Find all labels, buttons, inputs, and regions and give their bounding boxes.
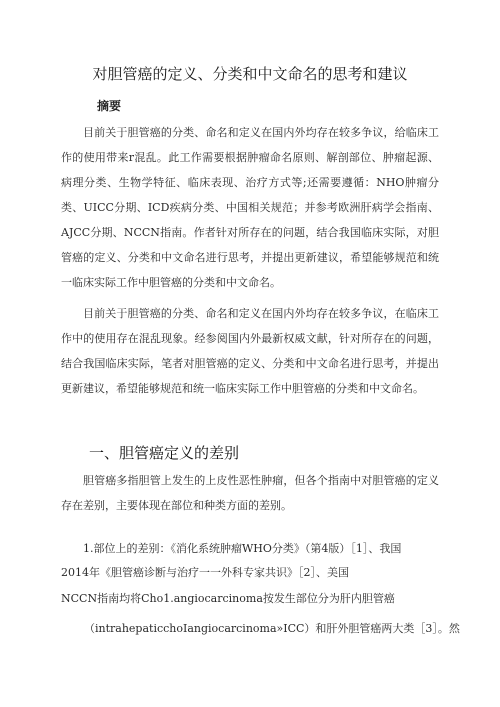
abstract-paragraph-2 [61, 301, 439, 401]
abstract-heading: 摘要 [97, 99, 122, 113]
section-p2-line-2: 2014年《胆管癌诊断与治疗一一外科专家共识》［2］、美国 [61, 566, 349, 579]
abstract-paragraph-1 [61, 120, 439, 295]
document-title: 对胆管癌的定义、分类和中文命名的思考和建议 [92, 65, 408, 83]
abstract-text-1: 目前关于胆管癌的分类、命名和定义在国内外均存在较多争议，给临床工作的使用带来r混乱。此工作需要根据肿瘤命名原则、解剖部位、肿瘤起源、病理分类、生物学特征、临床表现、治疗方式等;还需要遵循：NHO肿瘤分类、UICC分期、ICD疾病分类、中国相关规范；并参考欧洲肝病学会指南、AJCC分期、NCCN指南。作者针对所存在的问题，结合我国临床实际，对胆管癌的定义、分类和中文命名进行思考，并提出更新建议，希望能够规范和统一临床实际工作中胆管癌的分类和中文命名。 [61, 126, 439, 289]
section-p2-line-3: NCCN指南均将Cho1.angiocarcinoma按发生部位分为肝内胆管癌 [61, 592, 395, 605]
section-text-1: 胆管癌多指胆管上发生的上皮性恶性肿瘤，但各个指南中对胆管癌的定义存在差别，主要体现在部位和种类方面的差别。 [61, 474, 439, 512]
section-heading: 一、胆管癌定义的差别 [89, 444, 240, 462]
section-p2-line-4: （intrahepaticchoIangiocarcinoma»ICC）和肝外胆管癌两大类［3］。然 [84, 622, 460, 635]
section-p2-line-1: 1.部位上的差别：《消化系统肿瘤WHO分类》（第4版）［1］、我国 [83, 542, 402, 555]
abstract-text-2: 目前关于胆管癌的分类、命名和定义在国内外均存在较多争议，在临床工作中的使用存在混乱现象。经参阅国内外最新权威文献，针对所存在的问题，结合我国临床实际，笔者对胆管癌的定义、分类和中文命名进行思考，并提出更新建议，希望能够规范和统一临床实际工作中胆管癌的分类和中文命名。 [61, 307, 439, 395]
section-paragraph-1 [61, 468, 439, 518]
